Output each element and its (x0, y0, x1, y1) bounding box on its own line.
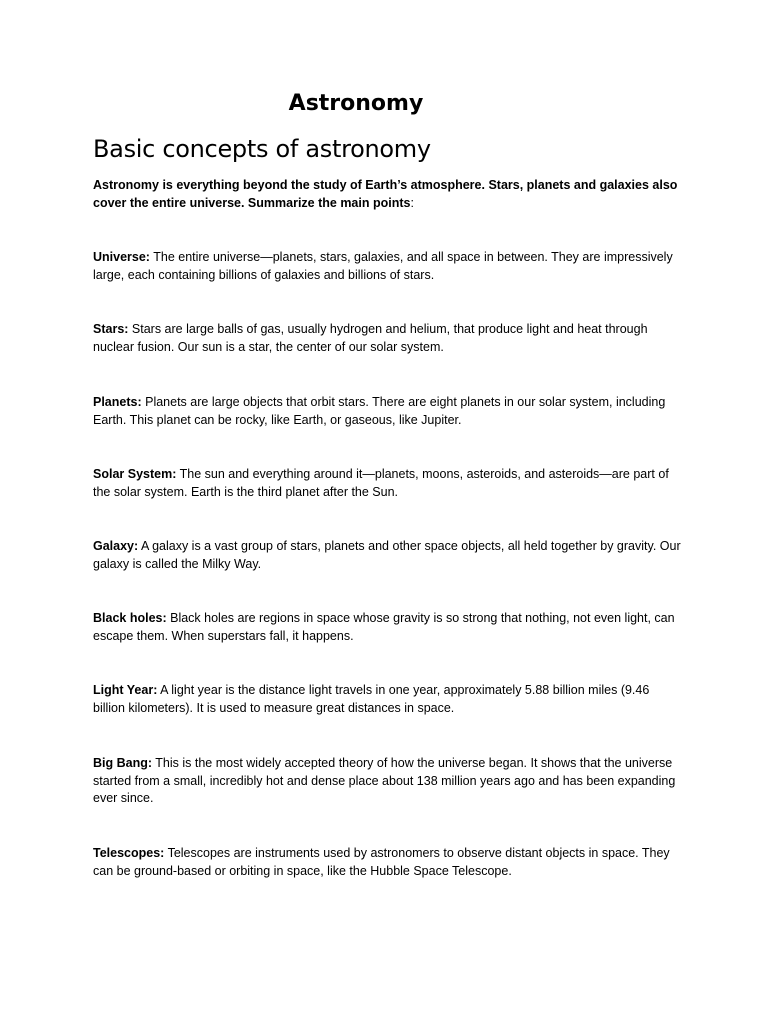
entry-term: Universe: (93, 250, 150, 264)
entry-text: This is the most widely accepted theory of how the universe began. It shows that the universe started from a small, incredibly hot and dense place about 138 million years ago and has been expanding ever since. (93, 756, 676, 805)
entry-big-bang (93, 755, 683, 808)
entry-text: A light year is the distance light travels in one year, approximately 5.88 billion miles (9.46 billion kilometers). It is used to measure great distances in space. (93, 683, 650, 715)
entry-black-holes (93, 610, 683, 645)
intro-paragraph (93, 177, 683, 212)
entry-text: Telescopes are instruments used by astronomers to observe distant objects in space. They can be ground-based or orbiting in space, like the Hubble Space Telescope. (93, 846, 670, 878)
intro-colon: : (410, 195, 414, 210)
entry-text: The entire universe—planets, stars, galaxies, and all space in between. They are impressively large, each containing billions of galaxies and billions of stars. (93, 250, 673, 282)
entry-telescopes (93, 845, 683, 880)
entry-text: Planets are large objects that orbit stars. There are eight planets in our solar system, including Earth. This planet can be rocky, like Earth, or gaseous, like Jupiter. (93, 395, 666, 427)
document-title: Astronomy (288, 91, 424, 116)
entry-term: Galaxy: (93, 539, 139, 553)
entry-term: Telescopes: (93, 846, 165, 860)
entry-term: Black holes: (93, 611, 167, 625)
document-subtitle: Basic concepts of astronomy (93, 135, 431, 163)
entry-text: The sun and everything around it—planets, moons, asteroids, and asteroids—are part of the solar system. Earth is the third planet after the Sun. (93, 467, 669, 499)
entry-text: Stars are large balls of gas, usually hydrogen and helium, that produce light and heat through nuclear fusion. Our sun is a star, the center of our solar system. (93, 322, 648, 354)
entry-text: A galaxy is a vast group of stars, planets and other space objects, all held together by gravity. Our galaxy is called the Milky Way. (93, 539, 681, 571)
entry-universe (93, 249, 683, 284)
entry-term: Big Bang: (93, 756, 153, 770)
entry-term: Light Year: (93, 683, 158, 697)
entry-galaxy (93, 538, 683, 573)
entry-text: Black holes are regions in space whose gravity is so strong that nothing, not even light, can escape them. When superstars fall, it happens. (93, 611, 675, 643)
entry-planets (93, 394, 683, 429)
entry-stars (93, 321, 683, 356)
intro-bold-text: Astronomy is everything beyond the study of Earth’s atmosphere. Stars, planets and galaxies also cover the entire universe. Summarize the main points (93, 178, 678, 210)
entry-term: Planets: (93, 395, 142, 409)
entry-term: Stars: (93, 322, 129, 336)
entry-solar-system (93, 466, 683, 501)
entry-term: Solar System: (93, 467, 177, 481)
entry-light-year (93, 682, 683, 717)
